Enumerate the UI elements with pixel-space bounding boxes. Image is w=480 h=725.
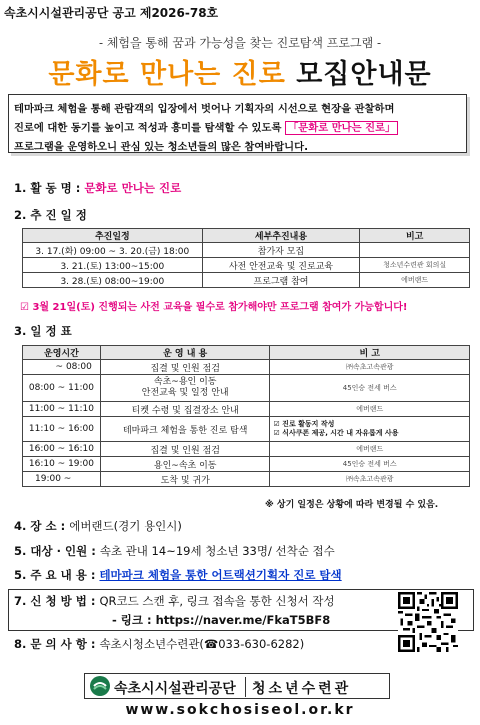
table-cell: 티켓 수령 및 집결장소 안내 bbox=[100, 402, 270, 417]
activity-name-value: 문화로 만나는 진로 bbox=[84, 181, 182, 195]
table-cell: 45인승 전세 버스 bbox=[270, 457, 470, 472]
table-cell: 용인~속초 이동 bbox=[100, 457, 270, 472]
timetable bbox=[22, 345, 470, 487]
subtitle: - 체험을 통해 꿈과 가능성을 찾는 진로탐색 프로그램 - bbox=[98, 36, 382, 50]
table-cell: ~ 08:00 bbox=[23, 360, 101, 375]
table-cell: 3. 17.(화) 09:00 ~ 3. 20.(금) 18:00 bbox=[23, 243, 203, 258]
notice-number: 속초시시설관리공단 공고 제2026-78호 bbox=[4, 6, 219, 20]
table-cell: 속초~용인 이동 안전교육 및 일정 안내 bbox=[100, 375, 270, 402]
table-cell: 에버랜드 bbox=[360, 273, 470, 288]
section-schedule: 2. 추 진 일 정 bbox=[14, 208, 87, 222]
table-cell: 45인승 전세 버스 bbox=[270, 375, 470, 402]
table-row bbox=[23, 258, 470, 273]
intro-line: 테마파크 체험을 통해 관람객의 입장에서 벗어나 기획자의 시선으로 현장을 관찰하며 bbox=[14, 103, 395, 115]
table-cell: 집결 및 인원 점검 bbox=[100, 442, 270, 457]
table-cell: 집결 및 인원 점검 bbox=[100, 360, 270, 375]
title-orange: 문화로 만나는 진로 bbox=[48, 59, 286, 90]
table-header-row bbox=[23, 346, 470, 360]
table-cell: 도착 및 귀가 bbox=[100, 472, 270, 487]
table-row bbox=[23, 360, 470, 375]
required-training-notice: ☑ 3월 21일(토) 진행되는 사전 교육을 필수로 참가해야만 프로그램 참여가 가능합니다! bbox=[20, 302, 408, 313]
location-value: 에버랜드(경기 용인시) bbox=[69, 519, 182, 533]
table-cell: ㈜속초고속관광 bbox=[270, 360, 470, 375]
table-cell: 프로그램 참여 bbox=[202, 273, 360, 288]
footer-divider bbox=[245, 677, 246, 697]
table-row bbox=[23, 417, 470, 442]
table-cell: 테마파크 체험을 통한 진로 탐색 bbox=[100, 417, 270, 442]
intro-box bbox=[8, 94, 467, 153]
table-header: 추진일정 bbox=[23, 229, 203, 243]
table-cell: ☑ 진로 활동지 작성 ☑ 식사쿠폰 제공, 시간 내 자유롭게 사용 bbox=[270, 417, 470, 442]
table-cell: 에버랜드 bbox=[270, 442, 470, 457]
section-application: 7. 신 청 방 법 : QR코드 스캔 후, 링크 접속을 통한 신청서 작성 bbox=[14, 594, 335, 608]
target-value: 속초 관내 14~19세 청소년 33명/ 선착순 접수 bbox=[99, 544, 335, 558]
table-cell: 3. 21.(토) 13:00~15:00 bbox=[23, 258, 203, 273]
inquiry-value: 속초시청소년수련관(☎033-630-6282) bbox=[99, 637, 305, 651]
intro-line: 프로그램을 운영하오니 관심 있는 청소년들의 많은 참여바랍니다. bbox=[14, 141, 308, 153]
table-cell bbox=[360, 243, 470, 258]
table-row bbox=[23, 273, 470, 288]
table-row bbox=[23, 375, 470, 402]
application-method: QR코드 스캔 후, 링크 접속을 통한 신청서 작성 bbox=[99, 594, 335, 608]
section-activity-name: 1. 활 동 명 : 문화로 만나는 진로 bbox=[14, 181, 182, 195]
section-timetable: 3. 일 정 표 bbox=[14, 324, 72, 338]
table-row bbox=[23, 243, 470, 258]
application-link[interactable]: - 링크 : https://naver.me/FkaT5BF8 bbox=[112, 613, 331, 627]
program-name-highlight: 「문화로 만나는 진로」 bbox=[285, 121, 398, 135]
section-location: 4. 장 소 : 에버랜드(경기 용인시) bbox=[14, 519, 182, 533]
table-cell: 19:00 ~ bbox=[23, 472, 101, 487]
footer-org-name: 속초시시설관리공단 bbox=[114, 681, 236, 697]
qr-code-icon[interactable] bbox=[398, 592, 458, 652]
table-cell: 16:00 ~ 16:10 bbox=[23, 442, 101, 457]
table-header: 운영시간 bbox=[23, 346, 101, 360]
table-header: 비 고 bbox=[270, 346, 470, 360]
footer-dept-name: 청소년수련관 bbox=[252, 681, 352, 697]
section-inquiry: 8. 문 의 사 항 : 속초시청소년수련관(☎033-630-6282) bbox=[14, 637, 305, 651]
table-cell: 청소년수련관 회의실 bbox=[360, 258, 470, 273]
table-header: 비고 bbox=[360, 229, 470, 243]
table-cell: 참가자 모집 bbox=[202, 243, 360, 258]
schedule-table bbox=[22, 228, 470, 288]
table-header: 세부추진내용 bbox=[202, 229, 360, 243]
table-cell: 08:00 ~ 11:00 bbox=[23, 375, 101, 402]
table-row bbox=[23, 472, 470, 487]
table-cell: 사전 안전교육 및 진로교육 bbox=[202, 258, 360, 273]
table-cell: 16:10 ~ 19:00 bbox=[23, 457, 101, 472]
table-row bbox=[23, 402, 470, 417]
table-header: 운 영 내 용 bbox=[100, 346, 270, 360]
table-cell: ㈜속초고속관광 bbox=[270, 472, 470, 487]
section-content: 5. 주 요 내 용 : 테마파크 체험을 통한 어트랙션기획자 진로 탐색 bbox=[14, 568, 342, 582]
table-cell: 에버랜드 bbox=[270, 402, 470, 417]
table-cell: 3. 28.(토) 08:00~19:00 bbox=[23, 273, 203, 288]
intro-line: 진로에 대한 동기를 높이고 적성과 흥미를 탐색할 수 있도록 「문화로 만나는 진로」 bbox=[14, 119, 461, 138]
table-cell: 11:00 ~ 11:10 bbox=[23, 402, 101, 417]
table-row bbox=[23, 442, 470, 457]
section-target: 5. 대상 · 인원 : 속초 관내 14~19세 청소년 33명/ 선착순 접수 bbox=[14, 544, 335, 558]
table-header-row bbox=[23, 229, 470, 243]
page-title bbox=[0, 52, 480, 91]
table-cell: 11:10 ~ 16:00 bbox=[23, 417, 101, 442]
website-url[interactable]: www.sokchosiseol.or.kr bbox=[125, 702, 355, 718]
org-logo-icon bbox=[90, 676, 110, 696]
table-row bbox=[23, 457, 470, 472]
title-black: 모집안내문 bbox=[296, 59, 432, 90]
content-value: 테마파크 체험을 통한 어트랙션기획자 진로 탐색 bbox=[99, 568, 342, 582]
schedule-change-note: ※ 상기 일정은 상황에 따라 변경될 수 있음. bbox=[265, 500, 439, 510]
